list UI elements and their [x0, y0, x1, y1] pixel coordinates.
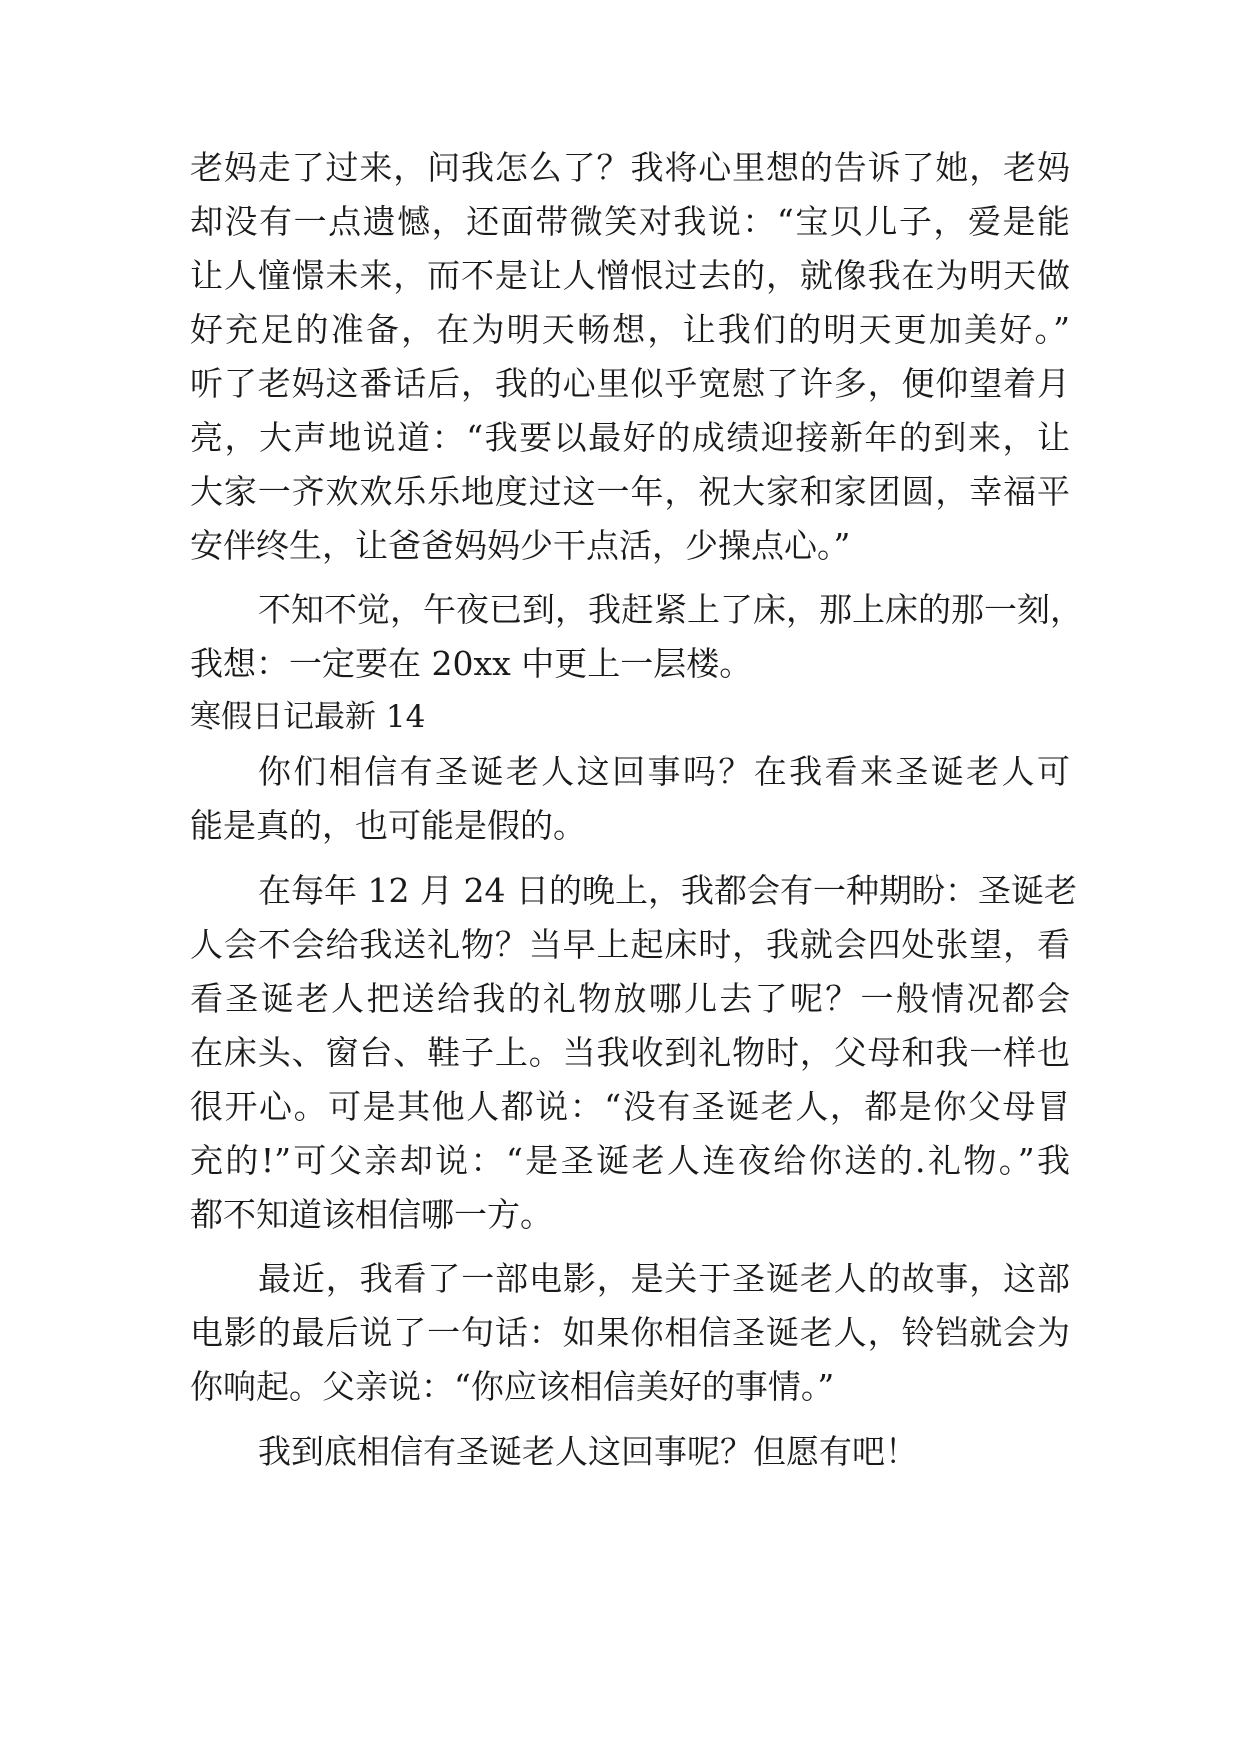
- text-line: 安伴终生，让爸爸妈妈少干点活，少操点心。”: [190, 526, 851, 565]
- text-line: 老妈走了过来，问我怎么了？我将心里想的告诉了她，老妈: [190, 148, 1070, 187]
- text-line: 人会不会给我送礼物？当早上起床时，我就会四处张望，看: [190, 925, 1070, 964]
- text-line: 能是真的，也可能是假的。: [190, 806, 586, 845]
- text-line: 你响起。父亲说：“你应该相信美好的事情。”: [190, 1367, 835, 1406]
- text-line: 亮，大声地说道：“我要以最好的成绩迎接新年的到来，让: [190, 418, 1070, 457]
- text-line: 不知不觉，午夜已到，我赶紧上了床，那上床的那一刻，: [258, 590, 1083, 629]
- text-line: 最近，我看了一部电影，是关于圣诞老人的故事，这部: [258, 1259, 1070, 1298]
- text-line: 听了老妈这番话后，我的心里似乎宽慰了许多，便仰望着月: [190, 364, 1070, 403]
- text-line: 在每年 12 月 24 日的晚上，我都会有一种期盼：圣诞老: [258, 871, 1077, 910]
- text-line: 我到底相信有圣诞老人这回事呢？但愿有吧！: [258, 1432, 918, 1471]
- text-line: 在床头、窗台、鞋子上。当我收到礼物时，父母和我一样也: [190, 1033, 1070, 1072]
- text-line: 大家一齐欢欢乐乐地度过这一年，祝大家和家团圆，幸福平: [190, 472, 1070, 511]
- text-line: 好充足的准备，在为明天畅想，让我们的明天更加美好。”: [190, 310, 1070, 349]
- text-line: 看圣诞老人把送给我的礼物放哪儿去了呢？一般情况都会: [190, 979, 1070, 1018]
- text-line: 很开心。可是其他人都说：“没有圣诞老人，都是你父母冒: [190, 1087, 1070, 1126]
- text-line: 都不知道该相信哪一方。: [190, 1195, 553, 1234]
- text-line: 充的!”可父亲却说：“是圣诞老人连夜给你送的.礼物。”我: [190, 1141, 1070, 1180]
- section-heading: 寒假日记最新 14: [190, 699, 426, 735]
- text-line: 让人憧憬未来，而不是让人憎恨过去的，就像我在为明天做: [190, 256, 1070, 295]
- text-line: 电影的最后说了一句话：如果你相信圣诞老人，铃铛就会为: [190, 1313, 1070, 1352]
- text-line: 我想：一定要在 20xx 中更上一层楼。: [190, 644, 753, 683]
- text-line: 你们相信有圣诞老人这回事吗？在我看来圣诞老人可: [258, 752, 1070, 791]
- text-line: 却没有一点遗憾，还面带微笑对我说：“宝贝儿子，爱是能: [190, 202, 1070, 241]
